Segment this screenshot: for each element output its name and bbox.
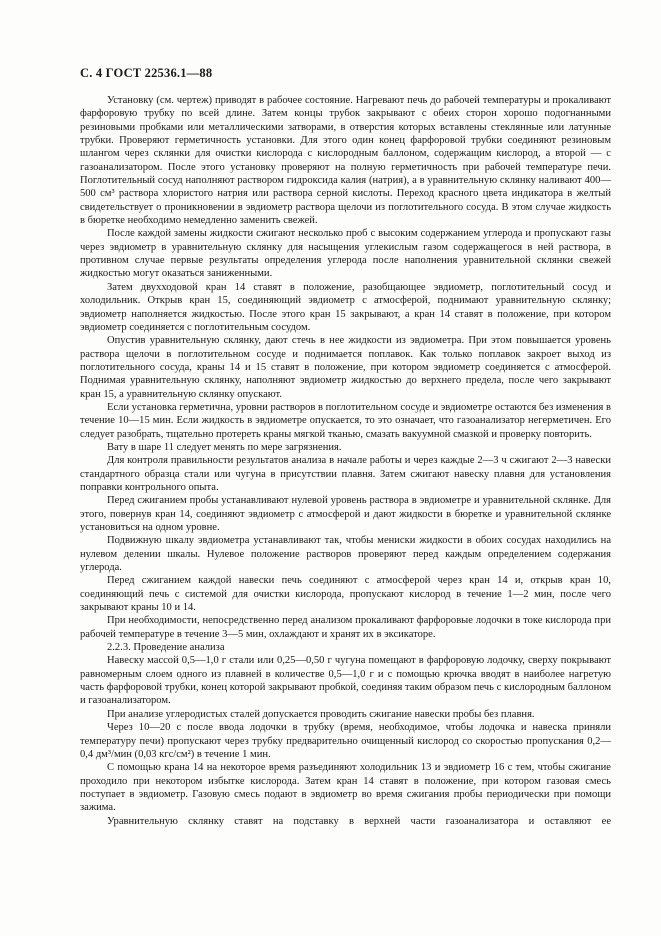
paragraph: После каждой замены жидкости сжигают несколько проб с высоким содержанием углерода и пропускают газы через эвдиометр в уравнительную склянку для насыщения углекислым газом содержащегося в ней раствора, в противном случае первые результаты определения углерода после наполнения уравнительной склянки свежей жидкостью могут оказаться заниженными.: [80, 228, 611, 280]
paragraph: Опустив уравнительную склянку, дают стечь в нее жидкости из эвдиометра. При этом повышается уровень раствора щелочи в поглотительном сосуде и поднимается поплавок. Как только поплавок закроет выход из поглотительного сосуда, краны 14 и 15 ставят в положение, при котором эвдиометр соединяется с атмосферой. Поднимая уравнительную склянку, наполняют эвдиометр жидкостью до верхнего предела, после чего закрывают кран 15, а уравнительную склянку опускают.: [80, 335, 611, 400]
section-heading: 2.2.3. Проведение анализа: [107, 642, 225, 654]
paragraph: Подвижную шкалу эвдиометра устанавливают так, чтобы мениски жидкости в обоих сосудах находились на нулевом делении шкалы. Нулевое положение растворов проверяют перед каждым определением содержания углерода.: [80, 535, 611, 574]
paragraph: Затем двухходовой кран 14 ставят в положение, разобщающее эвдиометр, поглотительный сосуд и холодильник. Открыв кран 15, соединяющий эвдиометр с атмосферой, поднимают уравнительную склянку; эвдиометр наполняется жидкостью. После этого кран 15 закрывают, а кран 14 ставят в положение, при котором эвдиометр соединяется с поглотительным сосудом.: [80, 281, 611, 333]
paragraph: Перед сжиганием каждой навески печь соединяют с атмосферой через кран 14 и, открыв кран 10, соединяющий печь с системой для очистки кислорода, пропускают кислород в течение 1—2 мин, после чего закрывают краны 10 и 14.: [80, 575, 611, 614]
paragraph: С помощью крана 14 на некоторое время разъединяют холодильник 13 и эвдиометр 16 с тем, чтобы сжигание проходило при некотором избытке кислорода. Затем кран 14 ставят в положение, при котором газовая смесь поступает в эвдиометр. Газовую смесь подают в эвдиометр во время сжигания пробы периодически при помощи зажима.: [80, 762, 611, 814]
paragraph: Если установка герметична, уровни растворов в поглотительном сосуде и эвдиометре остаются без изменения в течение 10—15 мин. Если жидкость в эвдиометре опускается, то это означает, что газоанализатор негерметичен. Его следует разобрать, тщательно протереть краны мягкой тканью, смазать вакуумной смазкой и проверку повторить.: [80, 401, 611, 440]
paragraph: При необходимости, непосредственно перед анализом прокаливают фарфоровые лодочки в токе кислорода при рабочей температуре в течение 3—5 мин, охлаждают и хранят их в эксикаторе.: [80, 615, 611, 640]
paragraph: Через 10—20 с после ввода лодочки в трубку (время, необходимое, чтобы лодочка и навеска приняли температуру печи) пропускают через трубку предварительно очищенный кислород со скоростью пропускания 0,2—0,4 дм³/мин (0,03 кгс/см²) в течение 1 мин.: [80, 722, 611, 760]
page-header: С. 4 ГОСТ 22536.1—88: [80, 66, 213, 80]
paragraph: При анализе углеродистых сталей допускается проводить сжигание навески пробы без плавня.: [107, 708, 535, 720]
paragraph: Уравнительную склянку ставят на подставку в верхней части газоанализатора и оставляют ее: [107, 815, 611, 827]
paragraph: Для контроля правильности результатов анализа в начале работы и через каждые 2—3 ч сжигают 2—3 навески стандартного образца стали или чугуна в присутствии плавня. Затем сжигают навеску плавня для установления поправки контрольного опыта.: [80, 455, 611, 493]
document-body: [80, 94, 611, 828]
paragraph: Установку (см. чертеж) приводят в рабочее состояние. Нагревают печь до рабочей температуры и прокаливают фарфоровую трубку по всей длине. Затем концы трубок закрывают с обеих сторон хорошо подогнанными резиновыми пробками или металлическими затворами, в отверстия которых вставлены стеклянные или латунные трубки. Проверяют герметичность установки. Для этого один конец фарфоровой трубки соединяют резиновым шлангом через склянки для очистки кислорода с кислородным баллоном, содержащим кислород, а второй — с газоанализатором. После этого установку проверяют на полную герметичность при рабочей температуре печи. Поглотительный сосуд наполняют раствором гидроксида калия (натрия), а в уравнительную склянку наливают 400—500 см³ раствора хлористого натрия или раствора серной кислоты. Переход красного цвета индикатора в желтый свидетельствует о проникновении в эвдиометр раствора щелочи из поглотительного сосуда. В этом случае жидкость в бюретке необходимо немедленно заменить свежей.: [80, 95, 611, 227]
paragraph: Вату в шаре 11 следует менять по мере загрязнения.: [107, 441, 342, 453]
paragraph: Перед сжиганием пробы устанавливают нулевой уровень раствора в эвдиометре и уравнительной склянке. Для этого, повернув кран 14, соединяют эвдиометр с атмосферой и дают жидкости в бюретке и уравнительной склянке установиться на одном уровне.: [80, 495, 611, 533]
paragraph: Навеску массой 0,5—1,0 г стали или 0,25—0,50 г чугуна помещают в фарфоровую лодочку, сверху покрывают равномерным слоем одного из плавней в количестве 0,5—1,0 г и с помощью крючка вводят в наиболее нагретую часть фарфоровой трубки, конец которой закрывают пробкой, соединяя таким образом печь с кислородным баллоном и газоанализатором.: [80, 655, 611, 707]
